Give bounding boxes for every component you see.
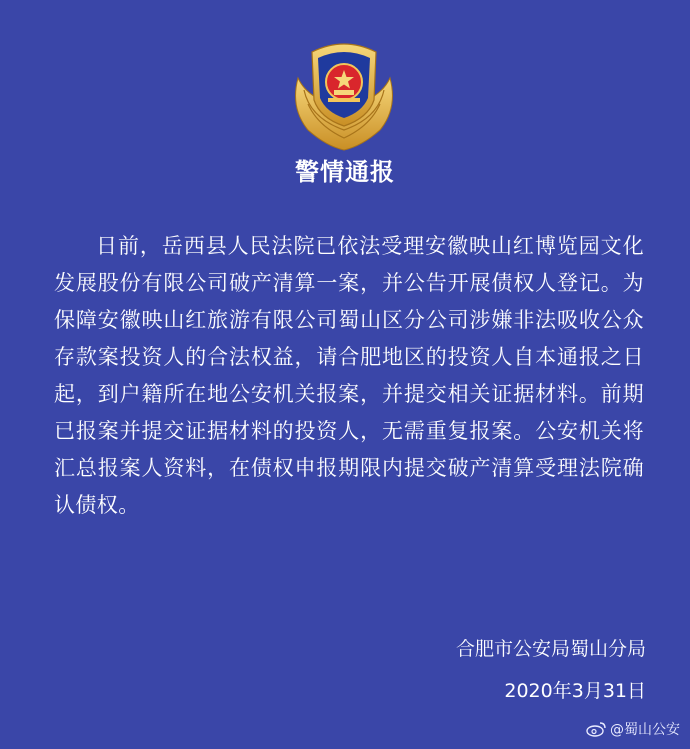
notice-title: 警情通报 [295, 158, 395, 186]
issuer-signature: 合肥市公安局蜀山分局 [455, 638, 646, 660]
police-badge-icon [288, 38, 400, 152]
notice-body: 日前，岳西县人民法院已依法受理安徽映山红博览园文化发展股份有限公司破产清算一案，并公告开展债权人登记。为保障安徽映山红旅游有限公司蜀山区分公司涉嫌非法吸收公众存款案投资人的合法权益，请合肥地区的投资人自本通报之日起，到户籍所在地公安机关报案，并提交相关证据材料。前期已报案并提交证据材料的投资人，无需重复报案。公安机关将汇总报案人资料，在债权申报期限内提交破产清算受理法院确认债权。 [54, 234, 644, 517]
watermark-text: @蜀山公安 [610, 722, 680, 738]
watermark [586, 719, 680, 739]
issue-date: 2020年3月31日 [504, 680, 646, 702]
weibo-icon [586, 721, 606, 737]
